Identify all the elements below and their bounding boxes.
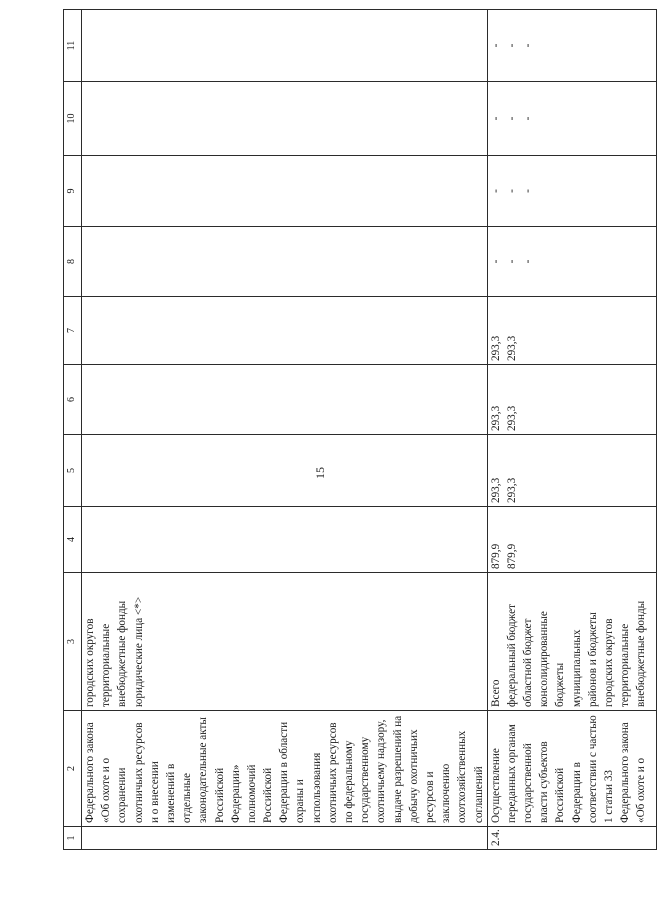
measure-name-line: ресурсов и xyxy=(423,771,436,823)
measure-name-line: 1 статьи 33 xyxy=(603,769,615,823)
value xyxy=(131,510,147,569)
row-number: 2.4. xyxy=(487,827,656,850)
value xyxy=(569,230,585,293)
funding-source-line: бюджеты xyxy=(554,662,567,707)
value-cell-col-7 xyxy=(82,297,488,365)
value xyxy=(617,230,633,293)
measure-name-line: охотничьему надзору, xyxy=(375,719,388,823)
measure-name-line: использования xyxy=(310,752,323,823)
value xyxy=(569,510,585,569)
budget-table xyxy=(63,9,657,850)
header-row xyxy=(64,10,82,850)
table-row xyxy=(487,10,656,850)
measure-name-line: сохранении xyxy=(116,767,129,823)
column-header-2: 2 xyxy=(64,711,82,827)
value xyxy=(552,230,568,293)
value xyxy=(98,13,114,78)
value-cell-col-6 xyxy=(82,365,488,435)
value xyxy=(633,230,649,293)
column-header-11: 11 xyxy=(64,10,82,82)
value: - xyxy=(489,43,502,48)
funding-source-line: консолидированные xyxy=(538,611,551,707)
value xyxy=(82,368,98,431)
measure-name-line: полномочий xyxy=(245,764,258,823)
value xyxy=(536,438,552,503)
column-header-6: 6 xyxy=(64,365,82,435)
page-number: 15 xyxy=(313,467,327,479)
value xyxy=(520,300,536,361)
value xyxy=(131,85,147,152)
value xyxy=(585,230,601,293)
value xyxy=(114,85,130,152)
value xyxy=(601,438,617,503)
measure-name-line: Федерации в xyxy=(570,762,583,823)
value xyxy=(131,159,147,223)
measure-name-line: Российской xyxy=(554,767,567,823)
measure-name-line: соответствии с частью xyxy=(586,715,599,823)
value xyxy=(114,438,130,503)
value xyxy=(617,510,633,569)
funding-source-line: территориальные xyxy=(619,623,632,707)
funding-source-cell xyxy=(487,573,656,711)
value: 879,9 xyxy=(505,543,518,569)
value xyxy=(82,85,98,152)
measure-name-line: выдаче разрешений на xyxy=(391,715,404,823)
value xyxy=(601,230,617,293)
value xyxy=(633,368,649,431)
value xyxy=(569,300,585,361)
column-header-4: 4 xyxy=(64,507,82,573)
measure-name-line: Федерации» xyxy=(229,764,242,823)
value-cell-col-10 xyxy=(487,82,656,156)
value xyxy=(131,438,147,503)
value xyxy=(585,85,601,152)
value xyxy=(131,13,147,78)
value xyxy=(114,159,130,223)
funding-source-line: федеральный бюджет xyxy=(505,604,518,707)
measure-name-line: «Об охоте и о xyxy=(100,757,113,823)
measure-name-line: Федерального закона xyxy=(619,722,632,823)
value-cell-col-10 xyxy=(82,82,488,156)
value: - xyxy=(505,116,518,121)
measure-name-line: охотхозяйственных xyxy=(456,730,469,823)
value xyxy=(552,510,568,569)
value xyxy=(585,438,601,503)
measure-name-line: Федерации в области xyxy=(278,721,291,823)
value xyxy=(633,510,649,569)
value-cell-col-4 xyxy=(487,507,656,573)
column-header-8: 8 xyxy=(64,227,82,297)
value-cell-col-9 xyxy=(487,156,656,227)
measure-name-line: законодательные акты xyxy=(197,717,210,823)
value xyxy=(633,85,649,152)
value: - xyxy=(489,116,502,121)
value-cell-col-5 xyxy=(487,435,656,507)
measure-name-line: отдельные xyxy=(181,773,194,823)
value xyxy=(82,159,98,223)
value xyxy=(585,300,601,361)
value xyxy=(114,230,130,293)
value xyxy=(114,510,130,569)
value-cell-col-8 xyxy=(487,227,656,297)
measure-name-line: и о внесении xyxy=(148,761,161,823)
funding-source-line: территориальные xyxy=(100,623,113,707)
value xyxy=(633,438,649,503)
value: 293,3 xyxy=(505,477,518,503)
column-header-7: 7 xyxy=(64,297,82,365)
value xyxy=(552,368,568,431)
measure-name-cell xyxy=(82,711,488,827)
rotated-table-container xyxy=(63,30,648,850)
value xyxy=(536,13,552,78)
value: 293,3 xyxy=(505,405,518,431)
value xyxy=(98,368,114,431)
value-cell-col-9 xyxy=(82,156,488,227)
measure-name-line: охотничьих ресурсов xyxy=(326,722,339,823)
value: 879,9 xyxy=(489,543,502,569)
value xyxy=(536,85,552,152)
value xyxy=(131,230,147,293)
measure-name-line: Российской xyxy=(262,767,275,823)
value xyxy=(82,300,98,361)
value: - xyxy=(522,189,535,193)
measure-name-line: заключению xyxy=(440,763,453,823)
value xyxy=(114,368,130,431)
value xyxy=(552,85,568,152)
value xyxy=(569,13,585,78)
measure-name-line: государственному xyxy=(359,736,372,823)
value: - xyxy=(505,259,518,264)
value xyxy=(131,300,147,361)
value xyxy=(131,368,147,431)
value xyxy=(601,368,617,431)
measure-name-line: по федеральному xyxy=(343,740,355,823)
value xyxy=(617,368,633,431)
value: - xyxy=(522,43,535,48)
value xyxy=(601,13,617,78)
column-header-1: 1 xyxy=(64,827,82,850)
value xyxy=(98,510,114,569)
value: 293,3 xyxy=(505,335,518,361)
measure-name-line: государственной xyxy=(522,743,535,823)
value xyxy=(98,230,114,293)
value xyxy=(536,510,552,569)
measure-name-line: охраны и xyxy=(294,779,307,823)
value xyxy=(520,510,536,569)
value xyxy=(569,159,585,223)
value: - xyxy=(489,189,502,193)
value xyxy=(82,13,98,78)
value-cell-col-11 xyxy=(487,10,656,82)
funding-source-line: районов и бюджеты xyxy=(586,612,599,707)
value xyxy=(82,510,98,569)
value xyxy=(114,300,130,361)
value xyxy=(601,159,617,223)
value xyxy=(114,13,130,78)
value xyxy=(536,300,552,361)
value xyxy=(601,85,617,152)
value xyxy=(633,159,649,223)
value xyxy=(552,300,568,361)
column-header-5: 5 xyxy=(64,435,82,507)
value xyxy=(585,510,601,569)
value xyxy=(617,300,633,361)
measure-name-line: добычу охотничьих xyxy=(407,729,420,823)
value xyxy=(617,159,633,223)
funding-source-line: внебюджетные фонды xyxy=(635,600,648,707)
value xyxy=(617,438,633,503)
funding-source-line: Всего xyxy=(489,679,502,707)
column-header-3: 3 xyxy=(64,573,82,711)
measure-name-line: соглашений xyxy=(472,766,485,823)
measure-name-line: изменений в xyxy=(164,763,177,823)
value: - xyxy=(489,259,502,264)
value xyxy=(552,13,568,78)
value: 293,3 xyxy=(489,405,502,431)
value-cell-col-7 xyxy=(487,297,656,365)
value xyxy=(601,510,617,569)
measure-name-cell xyxy=(487,711,656,827)
value xyxy=(98,159,114,223)
value xyxy=(552,438,568,503)
value xyxy=(601,300,617,361)
value xyxy=(569,438,585,503)
value xyxy=(617,85,633,152)
measure-name-line: Федерального закона xyxy=(84,722,96,823)
value: - xyxy=(505,189,518,193)
value: - xyxy=(505,43,518,48)
column-header-9: 9 xyxy=(64,156,82,227)
value xyxy=(520,438,536,503)
funding-source-line: юридические лица <*> xyxy=(132,596,145,707)
value xyxy=(585,13,601,78)
measure-name-line: переданных органам xyxy=(505,724,518,823)
table-row xyxy=(82,10,488,850)
value xyxy=(569,368,585,431)
value xyxy=(536,159,552,223)
value xyxy=(617,13,633,78)
value-cell-col-5 xyxy=(82,435,488,507)
value xyxy=(98,300,114,361)
value: 293,3 xyxy=(489,477,502,503)
row-number xyxy=(82,827,488,850)
value xyxy=(633,13,649,78)
value xyxy=(536,368,552,431)
value xyxy=(633,300,649,361)
value xyxy=(536,230,552,293)
value xyxy=(82,230,98,293)
funding-source-line: городских округов xyxy=(84,618,96,707)
funding-source-cell xyxy=(82,573,488,711)
measure-name-line: «Об охоте и о xyxy=(635,757,648,823)
value xyxy=(82,438,98,503)
value xyxy=(520,368,536,431)
value xyxy=(585,159,601,223)
value-cell-col-4 xyxy=(82,507,488,573)
column-header-10: 10 xyxy=(64,82,82,156)
value xyxy=(98,438,114,503)
value: 293,3 xyxy=(489,335,502,361)
value-cell-col-6 xyxy=(487,365,656,435)
funding-source-line: внебюджетные фонды xyxy=(116,600,129,707)
value xyxy=(552,159,568,223)
measure-name-line: Осуществление xyxy=(489,748,502,823)
value xyxy=(569,85,585,152)
funding-source-line: городских округов xyxy=(603,618,615,707)
funding-source-line: муниципальных xyxy=(570,629,583,707)
measure-name-line: охотничьих ресурсов xyxy=(132,722,145,823)
value-cell-col-11 xyxy=(82,10,488,82)
value xyxy=(98,85,114,152)
value xyxy=(585,368,601,431)
value-cell-col-8 xyxy=(82,227,488,297)
measure-name-line: власти субъектов xyxy=(538,741,551,823)
value: - xyxy=(522,259,535,264)
funding-source-line: областной бюджет xyxy=(522,618,535,707)
value: - xyxy=(522,116,535,121)
measure-name-line: Российской xyxy=(213,767,226,823)
